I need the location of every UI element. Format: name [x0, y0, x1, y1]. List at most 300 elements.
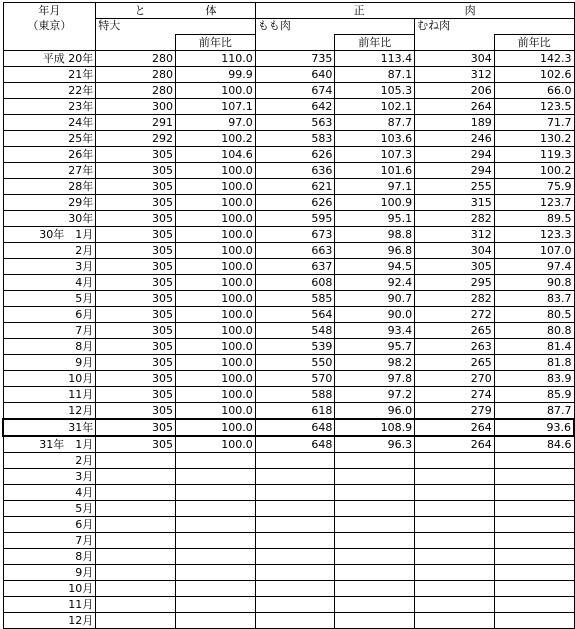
- special-yoy-cell: [175, 613, 255, 629]
- row-label: 4月: [3, 275, 96, 291]
- special-price-cell: [96, 485, 176, 501]
- special-yoy-cell: 100.0: [175, 275, 255, 291]
- breast-yoy-cell: 107.0: [494, 243, 574, 259]
- thigh-price-cell: 626: [255, 147, 335, 163]
- special-yoy-cell: 100.0: [175, 243, 255, 259]
- special-yoy-cell: 100.0: [175, 436, 255, 453]
- thigh-yoy-cell: 97.2: [335, 387, 415, 403]
- row-label: 21年: [3, 67, 96, 83]
- breast-price-cell: 246: [415, 131, 495, 147]
- thigh-price-cell: [255, 469, 335, 485]
- table-row: [3, 323, 574, 339]
- special-price-cell: 300: [96, 99, 176, 115]
- special-yoy-cell: 107.1: [175, 99, 255, 115]
- special-yoy-cell: [175, 565, 255, 581]
- breast-yoy-cell: 100.2: [494, 163, 574, 179]
- special-price-cell: 305: [96, 436, 176, 453]
- breast-yoy-cell: 83.7: [494, 291, 574, 307]
- thigh-price-cell: 618: [255, 403, 335, 420]
- special-yoy-cell: 100.0: [175, 387, 255, 403]
- thigh-price-cell: [255, 485, 335, 501]
- breast-yoy-cell: 97.4: [494, 259, 574, 275]
- thigh-price-cell: [255, 597, 335, 613]
- row-label: 6月: [3, 517, 96, 533]
- table-body: [3, 51, 574, 629]
- breast-price-cell: [415, 501, 495, 517]
- special-price-cell: [96, 469, 176, 485]
- thigh-yoy-cell: 113.4: [335, 51, 415, 67]
- thigh-yoy-cell: 105.3: [335, 83, 415, 99]
- row-label: 31年: [3, 419, 96, 436]
- thigh-yoy-cell: [335, 453, 415, 469]
- thigh-price-cell: 548: [255, 323, 335, 339]
- thigh-yoy-cell: [335, 549, 415, 565]
- breast-price-cell: 315: [415, 195, 495, 211]
- meat-group-header: [255, 3, 574, 19]
- thigh-yoy-cell: 90.7: [335, 291, 415, 307]
- thigh-yoy-cell: 96.8: [335, 243, 415, 259]
- table-row: [3, 67, 574, 83]
- table-row: [3, 99, 574, 115]
- special-price-cell: 305: [96, 371, 176, 387]
- breast-price-cell: 265: [415, 323, 495, 339]
- special-price-cell: [96, 517, 176, 533]
- row-label: 27年: [3, 163, 96, 179]
- special-yoy-cell: [175, 581, 255, 597]
- thigh-yoy-cell: [335, 533, 415, 549]
- row-label: 23年: [3, 99, 96, 115]
- breast-price-cell: 206: [415, 83, 495, 99]
- breast-yoy-cell: [494, 565, 574, 581]
- table-row: [3, 163, 574, 179]
- blank-header-cell: [175, 19, 255, 35]
- table-row: [3, 243, 574, 259]
- blank-header-cell: [335, 19, 415, 35]
- table-row: [3, 51, 574, 67]
- thigh-price-cell: [255, 565, 335, 581]
- thigh-yoy-cell: [335, 501, 415, 517]
- special-yoy-cell: [175, 501, 255, 517]
- breast-price-cell: 304: [415, 51, 495, 67]
- special-price-cell: [96, 453, 176, 469]
- breast-yoy-cell: 102.6: [494, 67, 574, 83]
- thigh-price-cell: 674: [255, 83, 335, 99]
- thigh-price-cell: 648: [255, 436, 335, 453]
- thigh-yoy-cell: 92.4: [335, 275, 415, 291]
- special-price-cell: 305: [96, 323, 176, 339]
- special-yoy-cell: 100.0: [175, 163, 255, 179]
- breast-yoy-cell: [494, 613, 574, 629]
- thigh-price-cell: 608: [255, 275, 335, 291]
- breast-price-cell: 282: [415, 211, 495, 227]
- special-label: 特大: [98, 19, 121, 32]
- special-yoy-cell: [175, 517, 255, 533]
- table-row: [3, 339, 574, 355]
- table-row: [3, 403, 574, 420]
- meat-right: 肉: [464, 3, 476, 17]
- thigh-yoy-cell: [335, 597, 415, 613]
- table-row: [3, 275, 574, 291]
- breast-yoy-cell: 80.8: [494, 323, 574, 339]
- row-label: 5月: [3, 291, 96, 307]
- row-label: 7月: [3, 323, 96, 339]
- special-price-cell: 305: [96, 227, 176, 243]
- breast-label: むね肉: [417, 19, 451, 32]
- thigh-price-cell: 570: [255, 371, 335, 387]
- thigh-price-cell: 595: [255, 211, 335, 227]
- breast-yoy-cell: 90.8: [494, 275, 574, 291]
- row-label: 7月: [3, 533, 96, 549]
- special-price-cell: 305: [96, 275, 176, 291]
- table-row: [3, 371, 574, 387]
- thigh-yoy-cell: 96.0: [335, 403, 415, 420]
- special-yoy-cell: 100.0: [175, 259, 255, 275]
- row-label: 30年 1月: [3, 227, 96, 243]
- special-yoy-cell: 100.0: [175, 419, 255, 436]
- breast-price-cell: 294: [415, 163, 495, 179]
- special-price-cell: 305: [96, 291, 176, 307]
- breast-price-cell: 274: [415, 387, 495, 403]
- special-price-cell: 280: [96, 67, 176, 83]
- special-yoy-cell: 100.2: [175, 131, 255, 147]
- thigh-price-cell: 563: [255, 115, 335, 131]
- row-label: 29年: [3, 195, 96, 211]
- breast-yoy-cell: [494, 517, 574, 533]
- special-yoy-cell: 100.0: [175, 339, 255, 355]
- row-label: 30年: [3, 211, 96, 227]
- breast-price-cell: 264: [415, 419, 495, 436]
- special-price-cell: [96, 549, 176, 565]
- table-row: [3, 179, 574, 195]
- special-price-cell: 305: [96, 307, 176, 323]
- thigh-yoy-cell: 100.9: [335, 195, 415, 211]
- table-row: [3, 597, 574, 613]
- breast-price-cell: 282: [415, 291, 495, 307]
- table-row: [3, 259, 574, 275]
- breast-yoy-cell: [494, 533, 574, 549]
- table-row: [3, 453, 574, 469]
- special-price-cell: 280: [96, 51, 176, 67]
- special-yoy-cell: 100.0: [175, 371, 255, 387]
- special-price-cell: 305: [96, 259, 176, 275]
- row-label: 12月: [3, 613, 96, 629]
- special-yoy-cell: 100.0: [175, 307, 255, 323]
- breast-price-cell: 189: [415, 115, 495, 131]
- table-row: [3, 517, 574, 533]
- special-yoy-cell: [175, 533, 255, 549]
- breast-price-cell: 294: [415, 147, 495, 163]
- breast-yoy-cell: 83.9: [494, 371, 574, 387]
- special-price-cell: [96, 565, 176, 581]
- year-month-header: [3, 3, 96, 51]
- thigh-price-cell: 585: [255, 291, 335, 307]
- blank-header-cell: [494, 19, 574, 35]
- thigh-price-cell: 564: [255, 307, 335, 323]
- thigh-yoy-cell: 107.3: [335, 147, 415, 163]
- row-label: 9月: [3, 565, 96, 581]
- breast-yoy-cell: [494, 469, 574, 485]
- thigh-price-cell: [255, 517, 335, 533]
- special-price-cell: 305: [96, 163, 176, 179]
- breast-price-cell: [415, 485, 495, 501]
- special-price-cell: [96, 533, 176, 549]
- breast-price-cell: 264: [415, 436, 495, 453]
- row-label: 平成 20年: [3, 51, 96, 67]
- thigh-yoy-cell: 101.6: [335, 163, 415, 179]
- row-label: 22年: [3, 83, 96, 99]
- row-label: 11月: [3, 387, 96, 403]
- thigh-yoy-cell: 95.7: [335, 339, 415, 355]
- breast-price-cell: [415, 453, 495, 469]
- breast-yoy-cell: 75.9: [494, 179, 574, 195]
- row-label: 6月: [3, 307, 96, 323]
- breast-price-cell: [415, 581, 495, 597]
- breast-yoy-cell: [494, 549, 574, 565]
- special-yoy-cell: 100.0: [175, 195, 255, 211]
- breast-price-cell: 255: [415, 179, 495, 195]
- thigh-yoy-cell: 96.3: [335, 436, 415, 453]
- thigh-price-cell: 642: [255, 99, 335, 115]
- special-yoy-cell: [175, 469, 255, 485]
- thigh-yoy-cell: [335, 613, 415, 629]
- special-price-cell: [96, 613, 176, 629]
- thigh-price-cell: 673: [255, 227, 335, 243]
- breast-price-cell: 272: [415, 307, 495, 323]
- row-label: 8月: [3, 339, 96, 355]
- breast-price-cell: 304: [415, 243, 495, 259]
- breast-yoy-cell: 123.3: [494, 227, 574, 243]
- table-row: [3, 501, 574, 517]
- thigh-price-cell: 636: [255, 163, 335, 179]
- thigh-price-cell: 583: [255, 131, 335, 147]
- breast-price-cell: 264: [415, 99, 495, 115]
- thigh-yoy-cell: 87.1: [335, 67, 415, 83]
- special-price-cell: 305: [96, 211, 176, 227]
- special-yoy-cell: 99.9: [175, 67, 255, 83]
- breast-price-cell: 263: [415, 339, 495, 355]
- meat-left: 正: [353, 3, 365, 17]
- thigh-yoy-cell: [335, 469, 415, 485]
- table-row: [3, 291, 574, 307]
- row-label: 8月: [3, 549, 96, 565]
- breast-price-cell: [415, 613, 495, 629]
- special-yoy-cell: 100.0: [175, 179, 255, 195]
- breast-yoy-cell: 93.6: [494, 419, 574, 436]
- thigh-price-cell: 626: [255, 195, 335, 211]
- row-label: 2月: [3, 453, 96, 469]
- breast-yoy-cell: 130.2: [494, 131, 574, 147]
- special-yoy-cell: [175, 597, 255, 613]
- thigh-price-cell: 735: [255, 51, 335, 67]
- table-row: [3, 115, 574, 131]
- breast-yoy-cell: 81.4: [494, 339, 574, 355]
- special-price-cell: 305: [96, 243, 176, 259]
- breast-price-cell: 270: [415, 371, 495, 387]
- special-yoy-cell: [175, 453, 255, 469]
- table-row: [3, 549, 574, 565]
- special-header: [96, 19, 176, 51]
- breast-yoy-cell: [494, 597, 574, 613]
- breast-header: [415, 19, 495, 51]
- special-price-cell: [96, 501, 176, 517]
- special-price-cell: 280: [96, 83, 176, 99]
- breast-price-cell: [415, 533, 495, 549]
- special-price-cell: 305: [96, 419, 176, 436]
- breast-yoy-cell: 119.3: [494, 147, 574, 163]
- thigh-price-cell: [255, 533, 335, 549]
- table-row: [3, 469, 574, 485]
- thigh-yoy-cell: 97.8: [335, 371, 415, 387]
- row-label: 5月: [3, 501, 96, 517]
- breast-price-cell: [415, 597, 495, 613]
- special-price-cell: 305: [96, 403, 176, 420]
- special-yoy-cell: 100.0: [175, 291, 255, 307]
- row-label: 31年 1月: [3, 436, 96, 453]
- breast-price-cell: 265: [415, 355, 495, 371]
- row-label: 25年: [3, 131, 96, 147]
- special-yoy-cell: 100.0: [175, 323, 255, 339]
- thigh-yoy-cell: [335, 485, 415, 501]
- breast-price-cell: 312: [415, 67, 495, 83]
- thigh-yoy-cell: 94.5: [335, 259, 415, 275]
- yoy-header-breast: 前年比: [494, 35, 574, 51]
- breast-price-cell: 279: [415, 403, 495, 420]
- thigh-price-cell: 637: [255, 259, 335, 275]
- table-row: [3, 355, 574, 371]
- breast-price-cell: 295: [415, 275, 495, 291]
- special-yoy-cell: 100.0: [175, 211, 255, 227]
- thigh-yoy-cell: 90.0: [335, 307, 415, 323]
- special-yoy-cell: 110.0: [175, 51, 255, 67]
- special-price-cell: 305: [96, 387, 176, 403]
- thigh-yoy-cell: 98.2: [335, 355, 415, 371]
- thigh-yoy-cell: 102.1: [335, 99, 415, 115]
- special-yoy-cell: [175, 485, 255, 501]
- row-label: 2月: [3, 243, 96, 259]
- breast-yoy-cell: 71.7: [494, 115, 574, 131]
- thigh-price-cell: 663: [255, 243, 335, 259]
- whole-bird-right: 体: [205, 3, 217, 17]
- thigh-price-cell: 621: [255, 179, 335, 195]
- thigh-yoy-cell: 103.6: [335, 131, 415, 147]
- row-label: 12月: [3, 403, 96, 420]
- table-row: [3, 613, 574, 629]
- breast-yoy-cell: 84.6: [494, 436, 574, 453]
- table-row: [3, 147, 574, 163]
- row-label: 3月: [3, 469, 96, 485]
- breast-yoy-cell: 66.0: [494, 83, 574, 99]
- table-row: [3, 307, 574, 323]
- row-label: 24年: [3, 115, 96, 131]
- thigh-price-cell: 648: [255, 419, 335, 436]
- table-row: [3, 387, 574, 403]
- thigh-yoy-cell: 95.1: [335, 211, 415, 227]
- table-row: [3, 211, 574, 227]
- breast-price-cell: 305: [415, 259, 495, 275]
- special-price-cell: [96, 597, 176, 613]
- row-label: 11月: [3, 597, 96, 613]
- row-label: 26年: [3, 147, 96, 163]
- table-row: [3, 83, 574, 99]
- thigh-yoy-cell: [335, 565, 415, 581]
- thigh-yoy-cell: 87.7: [335, 115, 415, 131]
- table-row: [3, 485, 574, 501]
- thigh-price-cell: [255, 581, 335, 597]
- table-row: [3, 131, 574, 147]
- breast-yoy-cell: 123.7: [494, 195, 574, 211]
- thigh-yoy-cell: [335, 517, 415, 533]
- thigh-price-cell: 539: [255, 339, 335, 355]
- table-row: [3, 565, 574, 581]
- row-label: 9月: [3, 355, 96, 371]
- whole-bird-left: と: [134, 3, 146, 17]
- breast-yoy-cell: [494, 485, 574, 501]
- special-price-cell: 305: [96, 195, 176, 211]
- special-price-cell: 305: [96, 179, 176, 195]
- row-label: 4月: [3, 485, 96, 501]
- thigh-yoy-cell: 93.4: [335, 323, 415, 339]
- row-label: 10月: [3, 371, 96, 387]
- table-row: [3, 419, 574, 436]
- thigh-header: [255, 19, 335, 51]
- special-price-cell: 305: [96, 355, 176, 371]
- year-month-label: 年月: [38, 4, 61, 17]
- row-label: 28年: [3, 179, 96, 195]
- thigh-yoy-cell: 98.8: [335, 227, 415, 243]
- row-label: 3月: [3, 259, 96, 275]
- breast-yoy-cell: 123.5: [494, 99, 574, 115]
- thigh-yoy-cell: [335, 581, 415, 597]
- thigh-price-cell: 640: [255, 67, 335, 83]
- thigh-yoy-cell: 97.1: [335, 179, 415, 195]
- special-yoy-cell: 100.0: [175, 83, 255, 99]
- table-row: [3, 195, 574, 211]
- region-label: （東京）: [27, 19, 72, 32]
- whole-bird-group-header: [96, 3, 255, 19]
- special-price-cell: [96, 581, 176, 597]
- table-row: [3, 581, 574, 597]
- thigh-label: もも肉: [257, 19, 291, 32]
- breast-yoy-cell: 81.8: [494, 355, 574, 371]
- breast-yoy-cell: 85.9: [494, 387, 574, 403]
- breast-price-cell: [415, 469, 495, 485]
- thigh-yoy-cell: 108.9: [335, 419, 415, 436]
- thigh-price-cell: [255, 613, 335, 629]
- special-yoy-cell: [175, 549, 255, 565]
- special-price-cell: 292: [96, 131, 176, 147]
- special-yoy-cell: 104.6: [175, 147, 255, 163]
- thigh-price-cell: [255, 501, 335, 517]
- breast-yoy-cell: 80.5: [494, 307, 574, 323]
- yoy-header-thigh: 前年比: [335, 35, 415, 51]
- breast-price-cell: [415, 565, 495, 581]
- special-price-cell: 305: [96, 147, 176, 163]
- row-label: 10月: [3, 581, 96, 597]
- table-row: [3, 227, 574, 243]
- special-yoy-cell: 100.0: [175, 355, 255, 371]
- breast-yoy-cell: 142.3: [494, 51, 574, 67]
- special-price-cell: 305: [96, 339, 176, 355]
- table-row: [3, 436, 574, 453]
- special-price-cell: 291: [96, 115, 176, 131]
- special-yoy-cell: 97.0: [175, 115, 255, 131]
- special-yoy-cell: 100.0: [175, 403, 255, 420]
- thigh-price-cell: [255, 549, 335, 565]
- breast-price-cell: [415, 549, 495, 565]
- breast-yoy-cell: 89.5: [494, 211, 574, 227]
- table-row: [3, 533, 574, 549]
- breast-yoy-cell: [494, 581, 574, 597]
